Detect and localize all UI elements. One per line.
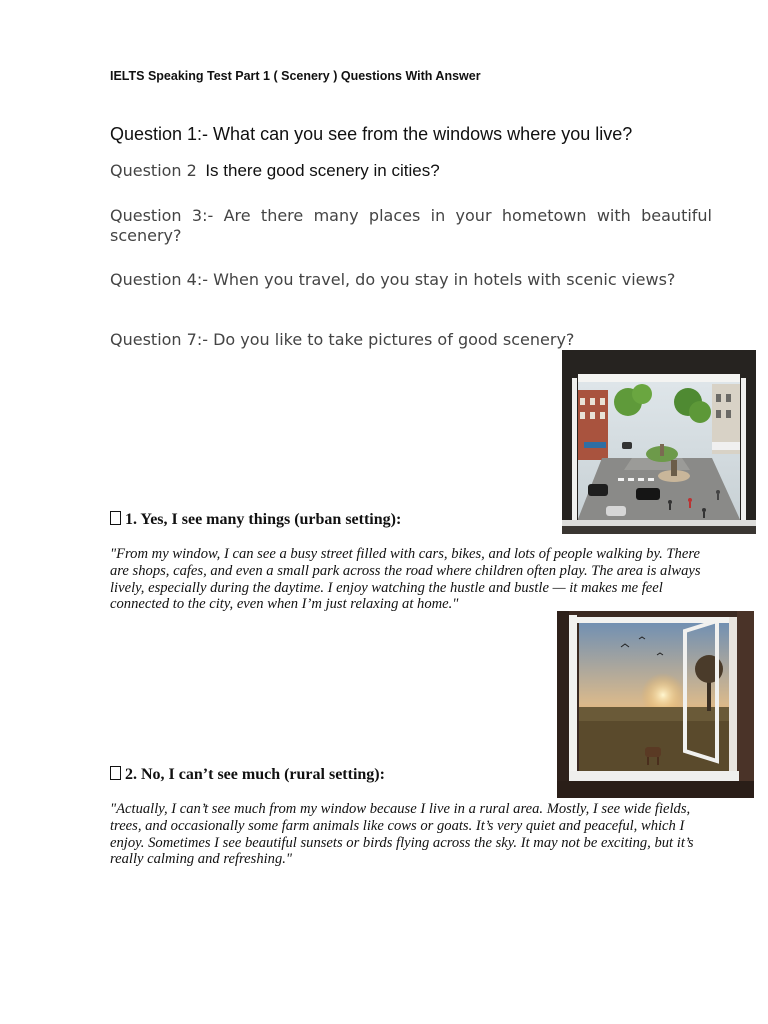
answer-2-heading-text: 2. No, I can’t see much (rural setting): <box>125 766 385 783</box>
document-title: IELTS Speaking Test Part 1 ( Scenery ) Questions With Answer <box>110 69 481 83</box>
question-3: Question 3:- Are there many places in your hometown with beautiful scenery? <box>110 206 712 245</box>
answer-1-heading <box>110 511 401 529</box>
question-2-text: Is there good scenery in cities? <box>205 161 440 180</box>
answer-2-heading <box>110 766 385 784</box>
question-2 <box>110 161 440 181</box>
question-2-label: Question 2 <box>110 161 197 180</box>
rural-window-photo <box>557 611 754 798</box>
question-4: Question 4:- When you travel, do you stay in hotels with scenic views? <box>110 270 676 289</box>
answer-1-text: "From my window, I can see a busy street filled with cars, bikes, and lots of people walking by. There are shops, cafes, and even a small park across the road where children often play. The area is always lively, especially during the daytime. I enjoy watching the hustle and bustle — it makes me feel connected to the city, even when I’m just relaxing at home." <box>110 546 701 613</box>
answer-1-heading-text: 1. Yes, I see many things (urban setting): <box>125 511 402 528</box>
urban-window-photo <box>562 350 756 534</box>
question-1: Question 1:- What can you see from the windows where you live? <box>110 124 633 144</box>
answer-2-text: "Actually, I can’t see much from my window because I live in a rural area. Mostly, I see wide fields, trees, and occasionally some farm animals like cows or goats. It’s very quiet and peaceful, which I enjoy. Sometimes I see beautiful sunsets or birds flying across the sky. It may not be exciting, but it’s really calming and refreshing." <box>110 801 694 868</box>
question-7: Question 7:- Do you like to take pictures of good scenery? <box>110 330 575 349</box>
checkbox-icon <box>110 511 121 525</box>
checkbox-icon <box>110 766 121 780</box>
